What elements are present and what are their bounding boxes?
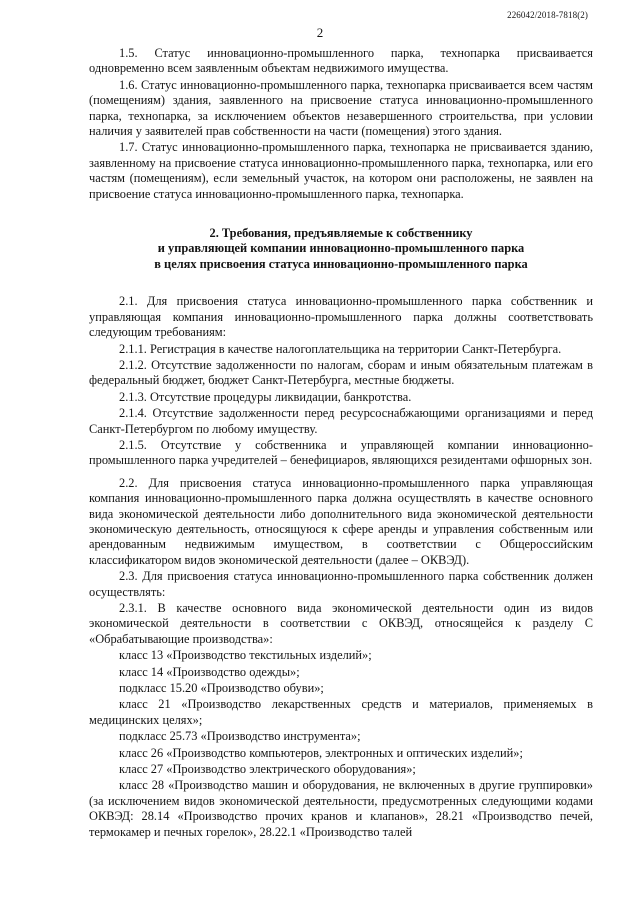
list-item: подкласс 25.73 «Производство инструмента»;	[119, 729, 361, 744]
list-item: класс 28 «Производство машин и оборудования, не включенных в другие группировки» (за исключением видов экономической деятельности, предусмотренных следующими кодами ОКВЭД: 28.14 «Производство прочих кранов и клапанов», 28.21 «Производство печей, термокамер и печных горелок», 28.22.1 «Производство талей	[89, 778, 593, 839]
list-item: класс 27 «Производство электрического оборудования»;	[119, 762, 416, 777]
paragraph-2-1: 2.1. Для присвоения статуса инновационно-промышленного парка собственник и управляющая компания инновационно-промышленного парка должны соответствовать следующим требованиям:	[89, 294, 593, 340]
page-number: 2	[316, 25, 324, 40]
list-item: подкласс 15.20 «Производство обуви»;	[119, 681, 324, 696]
paragraph-2-2: 2.2. Для присвоения статуса инновационно-промышленного парка управляющая компания инновационно-промышленного парка должна осуществлять в качестве основного вида экономической деятельности либо дополнительного вида экономической деятельности экономическую деятельность, относящуюся к сфере аренды и управления собственным или арендованным недвижимым имуществом, в соответствии с Общероссийским классификатором видов экономической деятельности (далее – ОКВЭД).	[89, 475, 593, 567]
paragraph-1-7: 1.7. Статус инновационно-промышленного парка, технопарка не присваивается зданию, заявленному на присвоение статуса инновационно-промышленного парка, технопарка, или его частям (помещениям), если земельный участок, на котором они расположены, не заявлен на присвоение статуса инновационно-промышленного парка, технопарка.	[89, 140, 593, 201]
paragraph-2-1-2: 2.1.2. Отсутствие задолженности по налогам, сборам и иным обязательным платежам в федеральный бюджет, бюджет Санкт-Петербурга, местные бюджеты.	[89, 357, 593, 388]
paragraph-2-1-4: 2.1.4. Отсутствие задолженности перед ресурсоснабжающими организациями и перед Санкт-Петербургом по любому имуществу.	[89, 406, 593, 436]
paragraph-2-3: 2.3. Для присвоения статуса инновационно-промышленного парка собственник должен осуществлять:	[89, 569, 593, 599]
paragraph-2-1-1: 2.1.1. Регистрация в качестве налогоплательщика на территории Санкт-Петербурга.	[119, 341, 562, 356]
paragraph-2-3-1: 2.3.1. В качестве основного вида экономической деятельности один из видов экономической деятельности в соответствии с ОКВЭД, относящейся к разделу С «Обрабатывающие производства»:	[89, 601, 593, 646]
document-registration-number: 226042/2018-7818(2)	[507, 10, 588, 20]
paragraph-1-6: 1.6. Статус инновационно-промышленного парка, технопарка присваивается всем частям (помещениям) здания, заявленного на присвоение статуса инновационно-промышленного парка, технопарка, за исключением объектов незавершенного строительства, при условии наличия у заявителей прав собственности на части (помещения) этого здания.	[89, 77, 593, 139]
paragraph-2-1-3: 2.1.3. Отсутствие процедуры ликвидации, банкротства.	[119, 389, 412, 404]
section-2-heading-line: 2. Требования, предъявляемые к собственнику	[209, 226, 473, 241]
paragraph-2-1-5: 2.1.5. Отсутствие у собственника и управляющей компании инновационно-промышленного парка учредителей – бенефициаров, являющихся резидентами офшорных зон.	[89, 437, 593, 468]
section-2-heading	[89, 226, 593, 272]
paragraph-1-5: 1.5. Статус инновационно-промышленного парка, технопарка присваивается одновременно всем заявленным объектам недвижимого имущества.	[89, 46, 593, 76]
list-item: класс 26 «Производство компьютеров, электронных и оптических изделий»;	[119, 745, 523, 760]
section-2-heading-line: и управляющей компании инновационно-промышленного парка	[157, 241, 525, 256]
section-2-heading-line: в целях присвоения статуса инновационно-промышленного парка	[154, 256, 528, 271]
list-item: класс 13 «Производство текстильных изделий»;	[119, 648, 372, 663]
list-item: класс 14 «Производство одежды»;	[119, 664, 300, 679]
document-body	[89, 46, 593, 841]
list-item: класс 21 «Производство лекарственных средств и материалов, применяемых в медицинских целях»;	[89, 697, 593, 727]
